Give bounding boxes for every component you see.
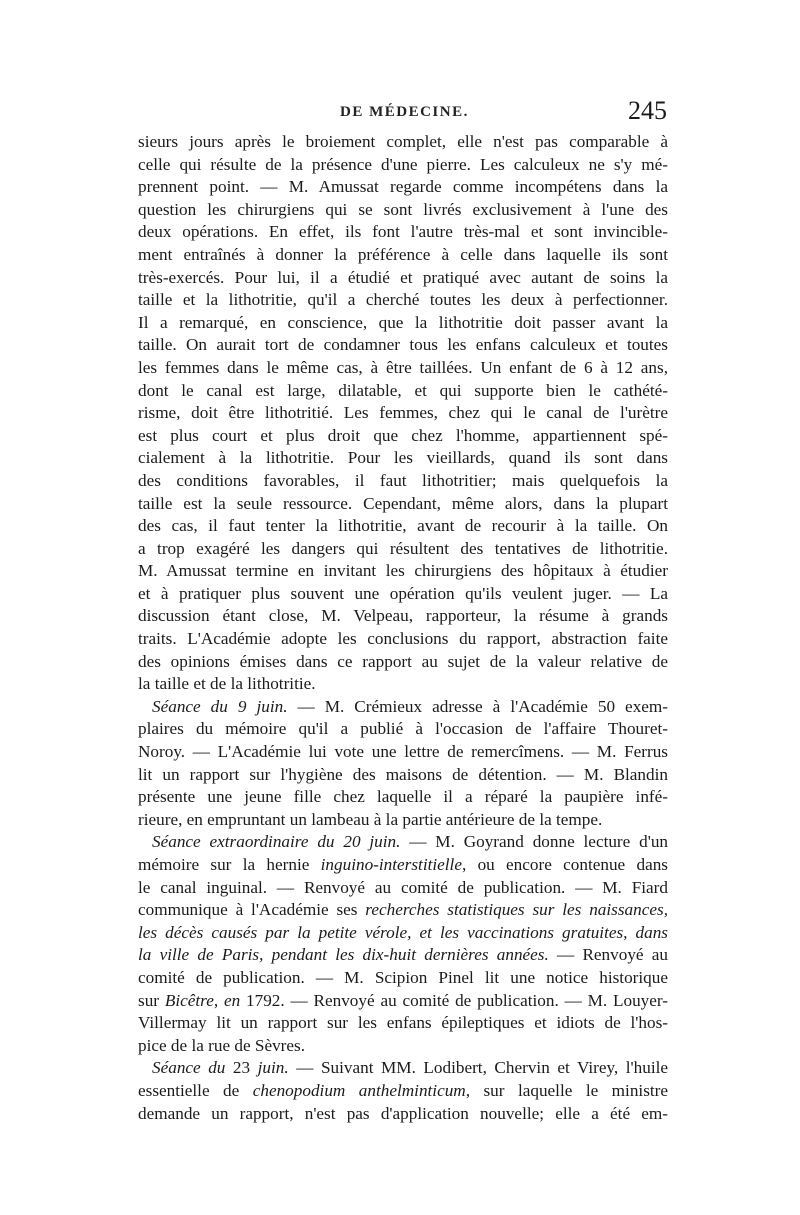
text-line <box>138 221 668 244</box>
text-line <box>138 402 668 425</box>
text-segment: présente une jeune fille chez laquelle il a réparé la paupière infé- <box>138 787 668 807</box>
text-line <box>138 944 668 967</box>
text-line <box>138 899 668 922</box>
text-line <box>138 560 668 583</box>
text-line <box>138 1103 668 1126</box>
text-line <box>138 538 668 561</box>
page-number: 245 <box>628 96 667 125</box>
text-segment: demande un rapport, n'est pas d'application nouvelle; elle a été em- <box>138 1103 668 1123</box>
text-segment: celle qui résulte de la présence d'une pierre. Les calculeux ne s'y mé- <box>138 154 668 174</box>
italic-segment: la ville de Paris, pendant les dix-huit dernières années. <box>138 945 549 965</box>
text-line <box>138 176 668 199</box>
text-segment: les femmes dans le même cas, à être taillées. Un enfant de 6 à 12 ans, <box>138 357 668 377</box>
text-line <box>138 651 668 674</box>
italic-segment: Séance du <box>152 1058 226 1078</box>
running-title: DE MÉDECINE. <box>340 104 469 120</box>
text-segment: des conditions favorables, il faut lithotritier; mais quelquefois la <box>138 470 668 490</box>
text-line <box>138 696 668 719</box>
session-heading: Séance extraordinaire du 20 juin. <box>152 832 401 852</box>
text-segment: discussion étant close, M. Velpeau, rapporteur, la résume à grands <box>138 606 668 626</box>
text-line <box>138 267 668 290</box>
text-segment: est plus court et plus droit que chez l'homme, appartiennent spé- <box>138 425 668 445</box>
text-line <box>138 312 668 335</box>
text-segment: question les chirurgiens qui se sont livrés exclusivement à l'une des <box>138 199 668 219</box>
text-line <box>138 583 668 606</box>
text-segment: essentielle de <box>138 1080 253 1100</box>
text-segment: cialement à la lithotritie. Pour les vieillards, quand ils sont dans <box>138 448 668 468</box>
text-segment: dont le canal est large, dilatable, et qui supporte bien le cathété- <box>138 380 668 400</box>
italic-segment: recherches statistiques sur les naissances, <box>365 900 668 920</box>
running-head <box>0 96 800 128</box>
text-line <box>138 154 668 177</box>
text-line <box>138 967 668 990</box>
text-line <box>138 764 668 787</box>
text-segment: deux opérations. En effet, ils font l'autre très-mal et sont invincible- <box>138 222 668 242</box>
italic-segment: les décès causés par la petite vérole, et les vaccinations gratuites, dans <box>138 922 668 942</box>
text-segment: Noroy. — L'Académie lui vote une lettre de remercîmens. — M. Ferrus <box>138 742 668 762</box>
text-segment: , ou encore contenue dans <box>461 855 668 874</box>
text-line <box>138 1035 668 1058</box>
text-line <box>138 673 668 696</box>
text-segment: plaires du mémoire qu'il a publié à l'occasion de l'affaire Thouret- <box>138 719 668 739</box>
text-segment: taille. On aurait tort de condamner tous les enfans calculeux et toutes <box>138 335 668 355</box>
text-line <box>138 718 668 741</box>
text-line <box>138 854 668 877</box>
text-segment: Villermay lit un rapport sur les enfans épileptiques et idiots de l'hos- <box>138 1013 668 1033</box>
text-line <box>138 877 668 900</box>
text-line <box>138 922 668 945</box>
text-line <box>138 425 668 448</box>
text-line <box>138 628 668 651</box>
text-segment: lit un rapport sur l'hygiène des maisons de détention. — M. Blandin <box>138 764 668 784</box>
text-segment: pice de la rue de Sèvres. <box>138 1035 306 1055</box>
text-segment: risme, doit être lithotritié. Les femmes, chez qui le canal de l'urètre <box>138 403 668 423</box>
text-segment: des cas, il faut tenter la lithotritie, avant de recourir à la taille. On <box>138 516 668 536</box>
text-line <box>138 1057 668 1080</box>
text-segment: — M. Goyrand donne lecture d'un <box>400 832 669 852</box>
text-line <box>138 289 668 312</box>
body-text <box>138 131 668 1125</box>
text-line <box>138 493 668 516</box>
session-heading: Séance du 9 juin. <box>152 696 288 716</box>
text-segment: rieure, en empruntant un lambeau à la partie antérieure de la tempe. <box>138 809 603 829</box>
text-line <box>138 380 668 403</box>
text-segment: , sur laquelle le ministre <box>465 1080 669 1100</box>
text-segment: traits. L'Académie adopte les conclusions du rapport, abstraction faite <box>138 629 668 649</box>
text-line <box>138 1080 668 1103</box>
text-segment: communique à l'Académie ses <box>138 900 366 920</box>
text-segment: — Suivant MM. Lodibert, Chervin et Virey, l'huile <box>288 1058 668 1078</box>
text-segment: comité de publication. — M. Scipion Pinel lit une notice historique <box>138 967 668 987</box>
text-segment: Il a remarqué, en conscience, que la lithotritie doit passer avant la <box>138 312 668 332</box>
text-segment: prennent point. — M. Amussat regarde comme incompétens dans la <box>138 177 668 197</box>
text-segment: et à pratiquer plus souvent une opération qu'ils veulent juger. — La <box>138 583 668 603</box>
text-segment: très-exercés. Pour lui, il a étudié et pratiqué avec autant de soins la <box>138 267 668 287</box>
text-segment: taille est la seule ressource. Cependant, même alors, dans la plupart <box>138 493 668 513</box>
text-segment: ment entraînés à donner la préférence à celle dans laquelle ils sont <box>138 244 668 264</box>
text-line <box>138 244 668 267</box>
text-segment: 23 <box>225 1058 258 1078</box>
text-line <box>138 809 668 832</box>
text-line <box>138 334 668 357</box>
italic-segment: chenopodium anthelminticum <box>252 1080 466 1100</box>
text-line <box>138 605 668 628</box>
text-segment: a trop exagéré les dangers qui résultent des tentatives de lithotritie. <box>138 538 668 558</box>
text-segment: — M. Crémieux adresse à l'Académie 50 exem- <box>287 696 669 716</box>
text-line <box>138 831 668 854</box>
text-line <box>138 990 668 1013</box>
text-segment: des opinions émises dans ce rapport au sujet de la valeur relative de <box>138 651 668 671</box>
text-line <box>138 515 668 538</box>
text-line <box>138 199 668 222</box>
text-line <box>138 470 668 493</box>
text-segment: le canal inguinal. — Renvoyé au comité de publication. — M. Fiard <box>138 877 668 897</box>
text-line <box>138 357 668 380</box>
italic-segment: Bicêtre, en <box>164 990 241 1010</box>
italic-segment: inguino-interstitielle <box>320 855 462 874</box>
text-segment: 1792. — Renvoyé au comité de publication. — M. Louyer- <box>240 990 669 1010</box>
text-line <box>138 131 668 154</box>
text-segment: sieurs jours après le broiement complet, elle n'est pas comparable à <box>138 132 668 151</box>
text-segment: mémoire sur la hernie <box>138 855 321 874</box>
text-line <box>138 447 668 470</box>
text-segment: la taille et de la lithotritie. <box>138 674 316 694</box>
text-line <box>138 741 668 764</box>
text-segment: — Renvoyé au <box>548 945 668 965</box>
text-segment: M. Amussat termine en invitant les chirurgiens des hôpitaux à étudier <box>138 561 668 581</box>
italic-segment: juin. <box>257 1058 289 1078</box>
text-line <box>138 1012 668 1035</box>
text-segment: sur <box>138 990 165 1010</box>
text-segment: taille et la lithotritie, qu'il a cherché toutes les deux à perfectionner. <box>138 290 668 310</box>
text-line <box>138 786 668 809</box>
